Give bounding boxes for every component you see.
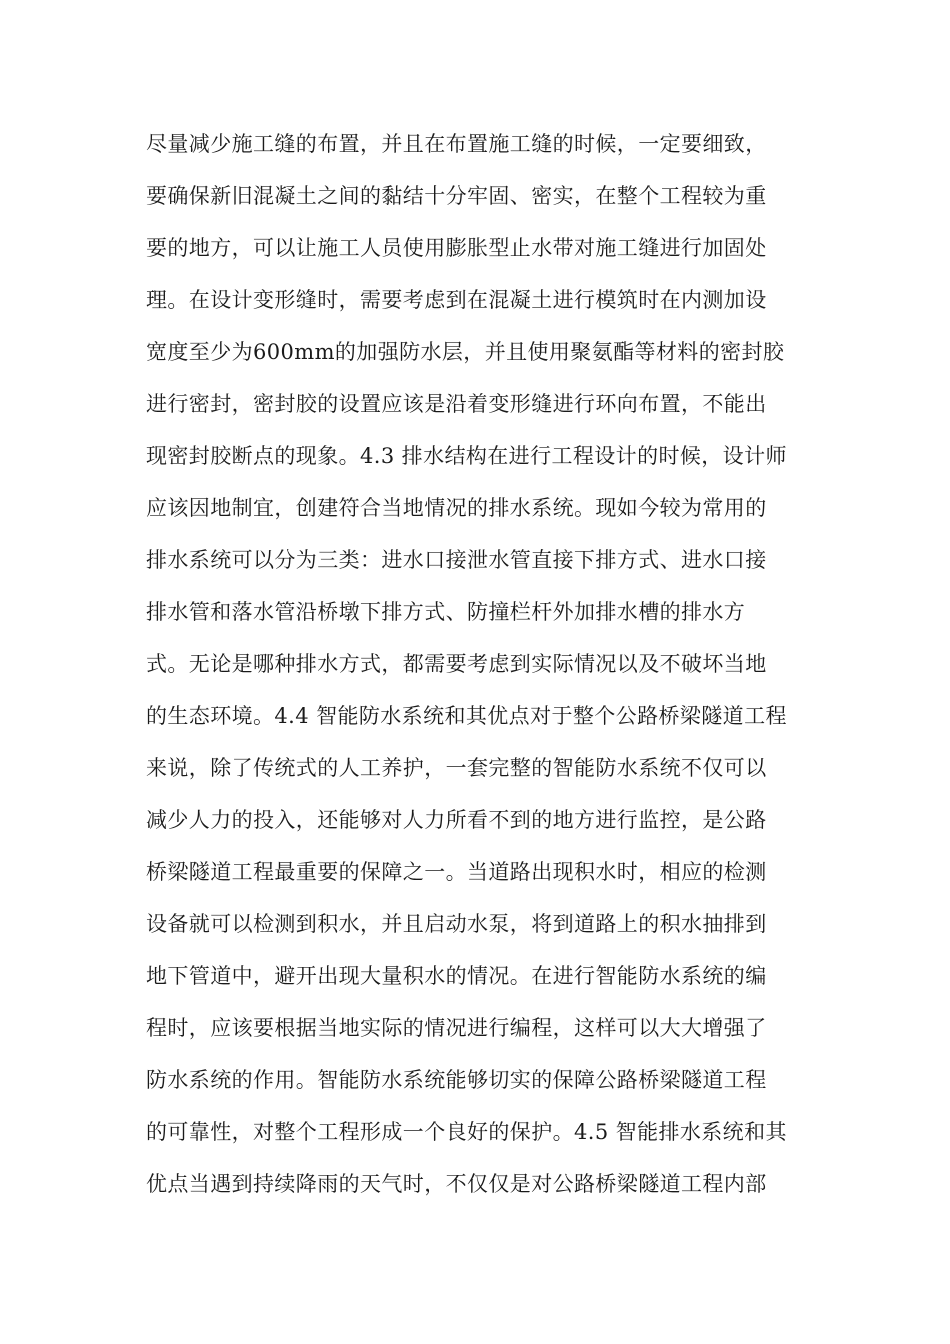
text-line: 式。无论是哪种排水方式，都需要考虑到实际情况以及不破坏当地	[146, 652, 767, 676]
text-line: 的生态环境。4.4 智能防水系统和其优点对于整个公路桥梁隧道工程	[146, 704, 787, 728]
text-line: 要的地方，可以让施工人员使用膨胀型止水带对施工缝进行加固处	[146, 236, 767, 260]
text-line: 尽量减少施工缝的布置，并且在布置施工缝的时候，一定要细致，	[146, 132, 767, 156]
text-line: 要确保新旧混凝土之间的黏结十分牢固、密实，在整个工程较为重	[146, 184, 767, 208]
text-line: 地下管道中，避开出现大量积水的情况。在进行智能防水系统的编	[146, 964, 767, 988]
text-line: 进行密封，密封胶的设置应该是沿着变形缝进行环向布置，不能出	[146, 392, 767, 416]
text-line: 来说，除了传统式的人工养护，一套完整的智能防水系统不仅可以	[146, 756, 767, 780]
text-line: 程时，应该要根据当地实际的情况进行编程，这样可以大大增强了	[146, 1016, 767, 1040]
text-line: 减少人力的投入，还能够对人力所看不到的地方进行监控，是公路	[146, 808, 767, 832]
text-line: 优点当遇到持续降雨的天气时，不仅仅是对公路桥梁隧道工程内部	[146, 1172, 767, 1196]
text-line: 防水系统的作用。智能防水系统能够切实的保障公路桥梁隧道工程	[146, 1068, 767, 1092]
text-line: 设备就可以检测到积水，并且启动水泵，将到道路上的积水抽排到	[146, 912, 767, 936]
text-line: 排水系统可以分为三类：进水口接泄水管直接下排方式、进水口接	[146, 548, 767, 572]
body-text	[146, 118, 826, 1210]
text-line: 现密封胶断点的现象。4.3 排水结构在进行工程设计的时候，设计师	[146, 444, 787, 468]
text-line: 理。在设计变形缝时，需要考虑到在混凝土进行模筑时在内测加设	[146, 288, 767, 312]
text-line: 桥梁隧道工程最重要的保障之一。当道路出现积水时，相应的检测	[146, 860, 767, 884]
text-line: 应该因地制宜，创建符合当地情况的排水系统。现如今较为常用的	[146, 496, 767, 520]
text-line: 宽度至少为600mm的加强防水层，并且使用聚氨酯等材料的密封胶	[146, 340, 785, 364]
text-line: 排水管和落水管沿桥墩下排方式、防撞栏杆外加排水槽的排水方	[146, 600, 746, 624]
text-line: 的可靠性，对整个工程形成一个良好的保护。4.5 智能排水系统和其	[146, 1120, 787, 1144]
